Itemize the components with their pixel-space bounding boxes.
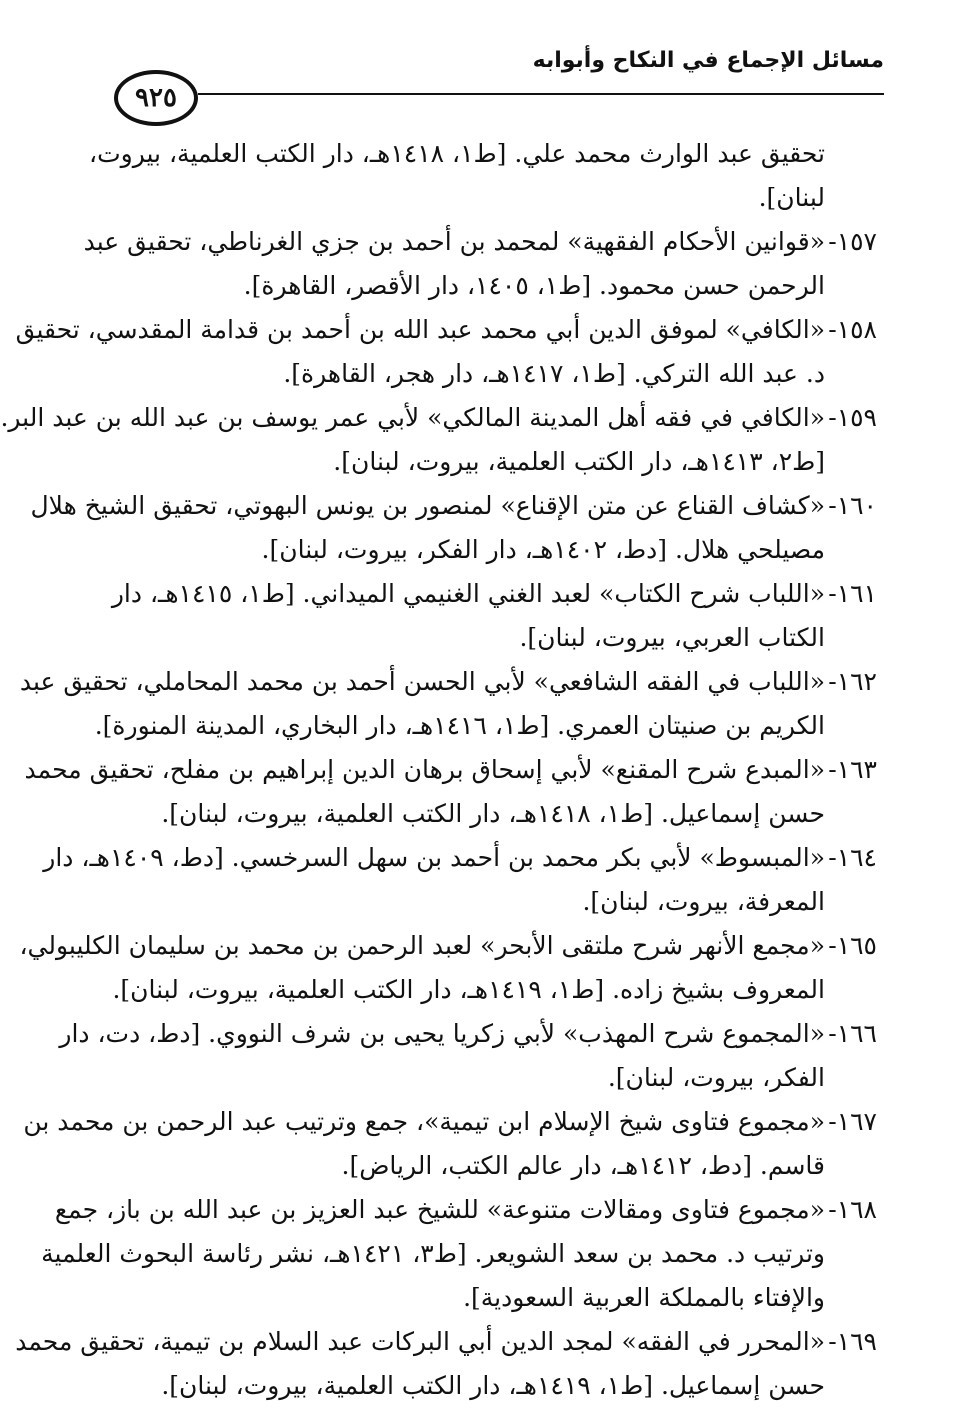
entry-number: ١٦٦- (828, 1019, 877, 1048)
bibliography-entry (19, 924, 877, 1012)
entry-number: ١٦٩- (828, 1327, 877, 1356)
bibliography-entry (111, 572, 877, 660)
entry-number: ١٦٨- (828, 1195, 877, 1224)
entry-line: الفكر، بيروت، لبنان]. (607, 1063, 825, 1092)
entry-line: «المبدع شرح المقنع» لأبي إسحاق برهان الدين إبراهيم بن مفلح، تحقيق محمد (24, 755, 825, 784)
bibliography-entry (15, 308, 877, 396)
entry-number: ١٦٠- (828, 491, 877, 520)
entry-line: لبنان]. (758, 183, 825, 212)
bibliography-entry (43, 836, 877, 924)
entry-line: «المبسوط» لأبي بكر محمد بن أحمد بن سهل السرخسي. [دط، ١٤٠٩هـ، دار (43, 843, 825, 872)
entry-line: د. عبد الله التركي. [ط١، ١٤١٧هـ، دار هجر، القاهرة]. (283, 359, 825, 388)
entry-line: حسن إسماعيل. [ط١، ١٤١٨هـ، دار الكتب العلمية، بيروت، لبنان]. (161, 799, 825, 828)
entry-line: الكريم بن صنيتان العمري. [ط١، ١٤١٦هـ، دار البخاري، المدينة المنورة]. (94, 711, 825, 740)
bibliography-entry (30, 484, 877, 572)
bibliography-entry (23, 1100, 877, 1188)
entry-line: الكتاب العربي، بيروت، لبنان]. (519, 623, 825, 652)
bibliography-entry (59, 1012, 877, 1100)
entry-number: ١٦٢- (828, 667, 877, 696)
running-title: مسائل الإجماع في النكاح وأبوابه (532, 48, 884, 73)
continued-entry (89, 132, 877, 220)
entry-number: ١٦٥- (828, 931, 877, 960)
bibliography-entry (41, 1188, 877, 1320)
entry-line: المعرفة، بيروت، لبنان]. (582, 887, 825, 916)
entry-line: «مجموع فتاوى شيخ الإسلام ابن تيمية»، جمع وترتيب عبد الرحمن بن محمد بن (23, 1107, 825, 1136)
entry-line: مصيلحي هلال. [دط، ١٤٠٢هـ، دار الفكر، بيروت، لبنان]. (261, 535, 825, 564)
bibliography-entry (24, 748, 877, 836)
entry-line: «الكافي في فقه أهل المدينة المالكي» لأبي عمر يوسف بن عبد الله بن عبد البر. (0, 403, 825, 432)
entry-line: «المجموع شرح المهذب» لأبي زكريا يحيى بن شرف النووي. [دط، دت، دار (59, 1019, 825, 1048)
entry-line: «اللباب شرح الكتاب» لعبد الغني الغنيمي الميداني. [ط١، ١٤١٥هـ، دار (111, 579, 825, 608)
entry-line: والإفتاء بالمملكة العربية السعودية]. (463, 1283, 825, 1312)
entry-line: حسن إسماعيل. [ط١، ١٤١٩هـ، دار الكتب العلمية، بيروت، لبنان]. (161, 1371, 825, 1400)
entry-line: تحقيق عبد الوارث محمد علي. [ط١، ١٤١٨هـ، دار الكتب العلمية، بيروت، (89, 139, 825, 168)
entry-line: «اللباب في الفقه الشافعي» لأبي الحسن أحمد بن محمد المحاملي، تحقيق عبد (19, 667, 825, 696)
entry-line: وترتيب د. محمد بن سعد الشويعر. [ط٣، ١٤٢١هـ، نشر رئاسة البحوث العلمية (41, 1239, 825, 1268)
entry-number: ١٦١- (828, 579, 877, 608)
bibliography-entry (15, 1320, 877, 1408)
entry-number: ١٥٧- (828, 227, 877, 256)
entry-line: «المحرر في الفقه» لمجد الدين أبي البركات عبد السلام بن تيمية، تحقيق محمد (15, 1327, 825, 1356)
bibliography-list (0, 132, 877, 1408)
entry-line: قاسم. [دط، ١٤١٢هـ، دار عالم الكتب، الرياض]. (341, 1151, 825, 1180)
entry-line: «مجمع الأنهر شرح ملتقى الأبحر» لعبد الرحمن بن محمد بن سليمان الكليبولي، (19, 931, 825, 960)
bibliography-entry (83, 220, 877, 308)
entry-line: «الكافي» لموفق الدين أبي محمد عبد الله بن أحمد بن قدامة المقدسي، تحقيق (15, 315, 825, 344)
header-rule (198, 93, 884, 95)
page-number: ٩٢٥ (114, 70, 198, 126)
entry-line: المعروف بشيخ زاده. [ط١، ١٤١٩هـ، دار الكتب العلمية، بيروت، لبنان]. (112, 975, 825, 1004)
entry-line: الرحمن حسن محمود. [ط١، ١٤٠٥، دار الأقصر، القاهرة]. (243, 271, 825, 300)
entry-number: ١٦٤- (828, 843, 877, 872)
bibliography-entry (0, 396, 877, 484)
entry-line: «كشاف القناع عن متن الإقناع» لمنصور بن يونس البهوتي، تحقيق الشيخ هلال (30, 491, 825, 520)
entry-line: «مجموع فتاوى ومقالات متنوعة» للشيخ عبد العزيز بن عبد الله بن باز، جمع (54, 1195, 825, 1224)
entry-line: «قوانين الأحكام الفقهية» لمحمد بن أحمد بن جزي الغرناطي، تحقيق عبد (83, 227, 825, 256)
entry-number: ١٦٣- (828, 755, 877, 784)
entry-number: ١٦٧- (828, 1107, 877, 1136)
entry-number: ١٥٨- (828, 315, 877, 344)
bibliography-entry (19, 660, 877, 748)
entry-line: [ط٢، ١٤١٣هـ، دار الكتب العلمية، بيروت، لبنان]. (333, 447, 825, 476)
entry-number: ١٥٩- (828, 403, 877, 432)
